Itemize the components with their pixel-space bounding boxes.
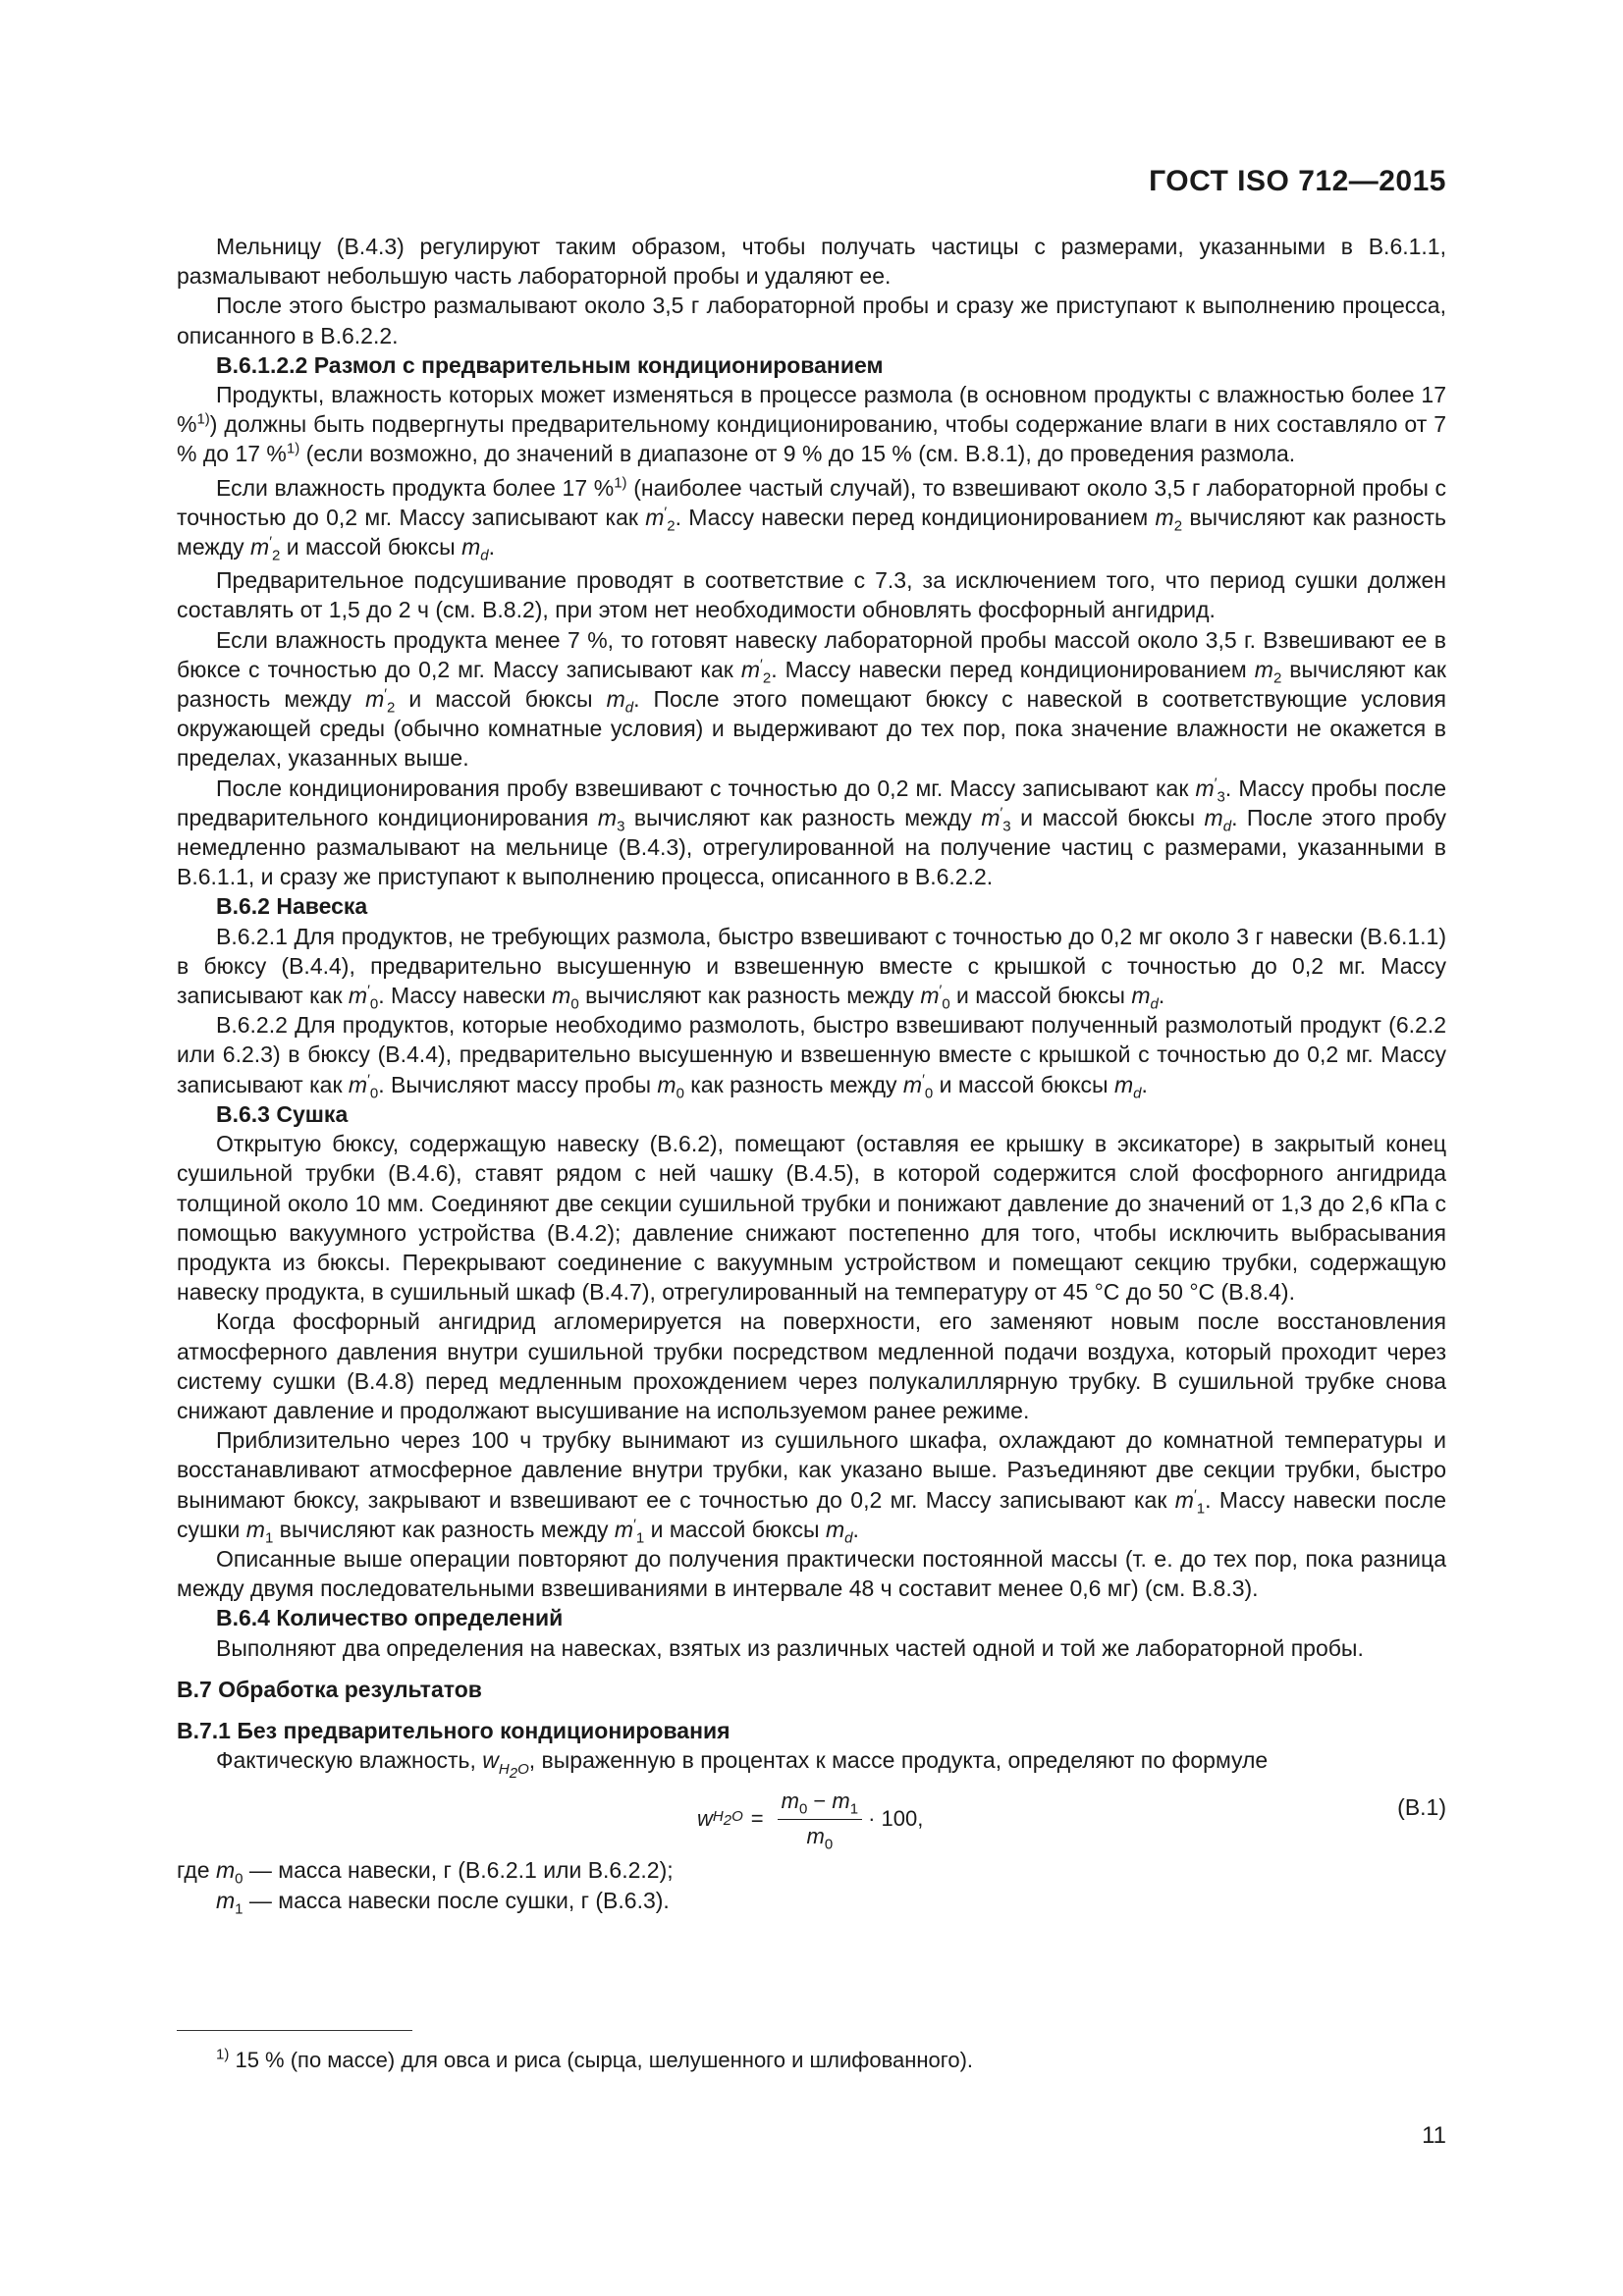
paragraph: В.6.2.2 Для продуктов, которые необходимо размолоть, быстро взвешивают полученный размолотый продукт (6.2.2 или 6.2.3) в бюксу (В.4.4), предварительно высушенную и взвешенную вместе с крышкой с точностью до 0,2 мг. Массу записывают как $m'_0$. Вычисляют массу пробы $m_0$ как разность между $m'_0$ и массой бюксы $m_d$. (177, 1012, 1446, 1102)
standard-header: ГОСТ ISO 712—2015 (1149, 165, 1446, 197)
section-heading-b71: В.7.1 Без предварительного кондиционирования (177, 1717, 730, 1743)
section-heading-b7: В.7 Обработка результатов (177, 1676, 482, 1702)
paragraph: Если влажность продукта менее 7 %, то готовят навеску лабораторной пробы массой около 3,5 г. Взвешивают ее в бюксе с точностью до 0,2 мг. Массу записывают как $m'_2$. Массу навески перед кондиционированием $m_2$ вычисляют как разность между $m'_2$ и массой бюксы $m_d$. После этого помещают бюксу с навеской в соответствующие условия окружающей среды (обычно комнатные условия) и выдерживают до тех пор, пока значение влажности не окажется в пределах, указанных выше. (177, 626, 1447, 772)
formula-expression: w $H_2O$ = $\frac{m_0 - m_1}{m_0}$ · 100, (697, 1789, 924, 1852)
paragraph: Выполняют два определения на навесках, взятых из различных частей одной и той же лабораторной пробы. (216, 1634, 1364, 1661)
formula-number: (В.1) (1397, 1794, 1446, 1821)
paragraph: Продукты, влажность которых может изменяться в процессе размола (в основном продукты с влажностью более 17 %$^{1)}$) должны быть подвергнуты предварительному кондиционированию, чтобы содержание влаги в них составляло от 7 % до 17 %$^{1)}$ (если возможно, до значений в диапазоне от 9 % до 15 % (см. В.8.1), до проведения размола. (177, 382, 1446, 467)
paragraph: В.6.2.1 Для продуктов, не требующих размола, быстро взвешивают с точностью до 0,2 мг около 3 г навески (В.6.1.1) в бюксу (В.4.4), предварительно высушенную и взвешенную вместе с крышкой с точностью до 0,2 мг. Массу записывают как $m'_0$. Массу навески $m_0$ вычисляют как разность между $m'_0$ и массой бюксы $m_d$. (177, 923, 1446, 1013)
formula-fraction: $\frac{m_0 - m_1}{m_0}$ (778, 1787, 862, 1850)
footnote: $^{1)}$ 15 % (по массе) для овса и риса (сырца, шелушенного и шлифованного). (216, 2046, 974, 2072)
paragraph: Мельницу (В.4.3) регулируют таким образом, чтобы получать частицы с размерами, указанными в В.6.1.1, размалывают небольшую часть лабораторной пробы и удаляют ее. (177, 234, 1446, 290)
paragraph: Описанные выше операции повторяют до получения практически постоянной массы (т. е. до тех пор, пока разница между двумя последовательными взвешиваниями в интервале 48 ч составит менее 0,6 мг) (см. В.8.3). (177, 1545, 1446, 1602)
paragraph: Открытую бюксу, содержащую навеску (В.6.2), помещают (оставляя ее крышку в эксикаторе) в закрытый конец сушильной трубки (В.4.6), ставят рядом с ней чашку (В.4.5), в которой содержится слой фосфорного ангидрида толщиной около 10 мм. Соединяют две секции сушильной трубки и понижают давление до значений от 1,3 до 2,6 кПа с помощью вакуумного устройства (В.4.2); давление снижают постепенно для того, чтобы исключить выбрасывания продукта из бюксы. Перекрывают соединение с вакуумным устройством и помещают секцию трубки, содержащую навеску продукта, в сушильный шкаф (В.4.7), отрегулированный на температуру от 45 °С до 50 °С (В.8.4). (177, 1131, 1446, 1306)
paragraph: Если влажность продукта более 17 %$^{1)}$ (наиболее частый случай), то взвешивают около 3,5 г лабораторной пробы с точностью до 0,2 мг. Массу записывают как $m'_2$. Массу навески перед кондиционированием $m_2$ вычисляют как разность между $m'_2$ и массой бюксы $m_d$. (177, 473, 1446, 564)
where-line: $m_1$ — масса навески после сушки, г (В.6.3). (216, 1887, 670, 1918)
where-line: где $m_0$ — масса навески, г (В.6.2.1 или В.6.2.2); (177, 1857, 674, 1888)
paragraph: После кондиционирования пробу взвешивают с точностью до 0,2 мг. Массу записывают как $m'_3$. Массу пробы после предварительного кондиционирования $m_3$ вычисляют как разность между $m'_3$ и массой бюксы $m_d$. После этого пробу немедленно размалывают на мельнице (В.4.3), отрегулированной на получение частиц с размерами, указанными в В.6.1.1, и сразу же приступают к выполнению процесса, описанного в В.6.2.2. (177, 774, 1446, 890)
section-heading-b6122: В.6.1.2.2 Размол с предварительным кондиционированием (216, 351, 884, 378)
formula-b1 (177, 1779, 1446, 1852)
section-heading-b63: В.6.3 Сушка (216, 1100, 349, 1127)
paragraph: Предварительное подсушивание проводят в соответствие с 7.3, за исключением того, что период сушки должен составлять от 1,5 до 2 ч (см. В.8.2), при этом нет необходимости обновлять фосфорный ангидрид. (177, 567, 1446, 623)
body-text (177, 232, 1447, 1918)
section-heading-b64: В.6.4 Количество определений (216, 1605, 564, 1631)
paragraph: Приблизительно через 100 ч трубку вынимают из сушильного шкафа, охлаждают до комнатной температуры и восстанавливают атмосферное давление внутри трубки, как указано выше. Разъединяют две секции трубки, быстро вынимают бюксу, закрывают и взвешивают ее с точностью до 0,2 мг. Массу записывают как $m'_1$. Массу навески после сушки $m_1$ вычисляют как разность между $m'_1$ и массой бюксы $m_d$. (177, 1427, 1446, 1547)
paragraph: Когда фосфорный ангидрид агломерируется на поверхности, его заменяют новым после восстановления атмосферного давления внутри сушильной трубки посредством медленной подачи воздуха, который проходит через систему сушки (В.4.8) перед медленным прохождением через полукалиллярную трубку. В сушильной трубке снова снижают давление и продолжают высушивание на используемом ранее режиме. (177, 1308, 1446, 1423)
page-number: 11 (1422, 2122, 1446, 2149)
footnote-divider (177, 2030, 412, 2031)
paragraph: После этого быстро размалывают около 3,5 г лабораторной пробы и сразу же приступают к выполнению процесса, описанного в В.6.2.2. (177, 293, 1446, 348)
paragraph: Фактическую влажность, $w_{H_2O}$, выраженную в процентах к массе продукта, определяют по формуле (216, 1747, 1269, 1782)
section-heading-b62: В.6.2 Навеска (216, 893, 368, 920)
